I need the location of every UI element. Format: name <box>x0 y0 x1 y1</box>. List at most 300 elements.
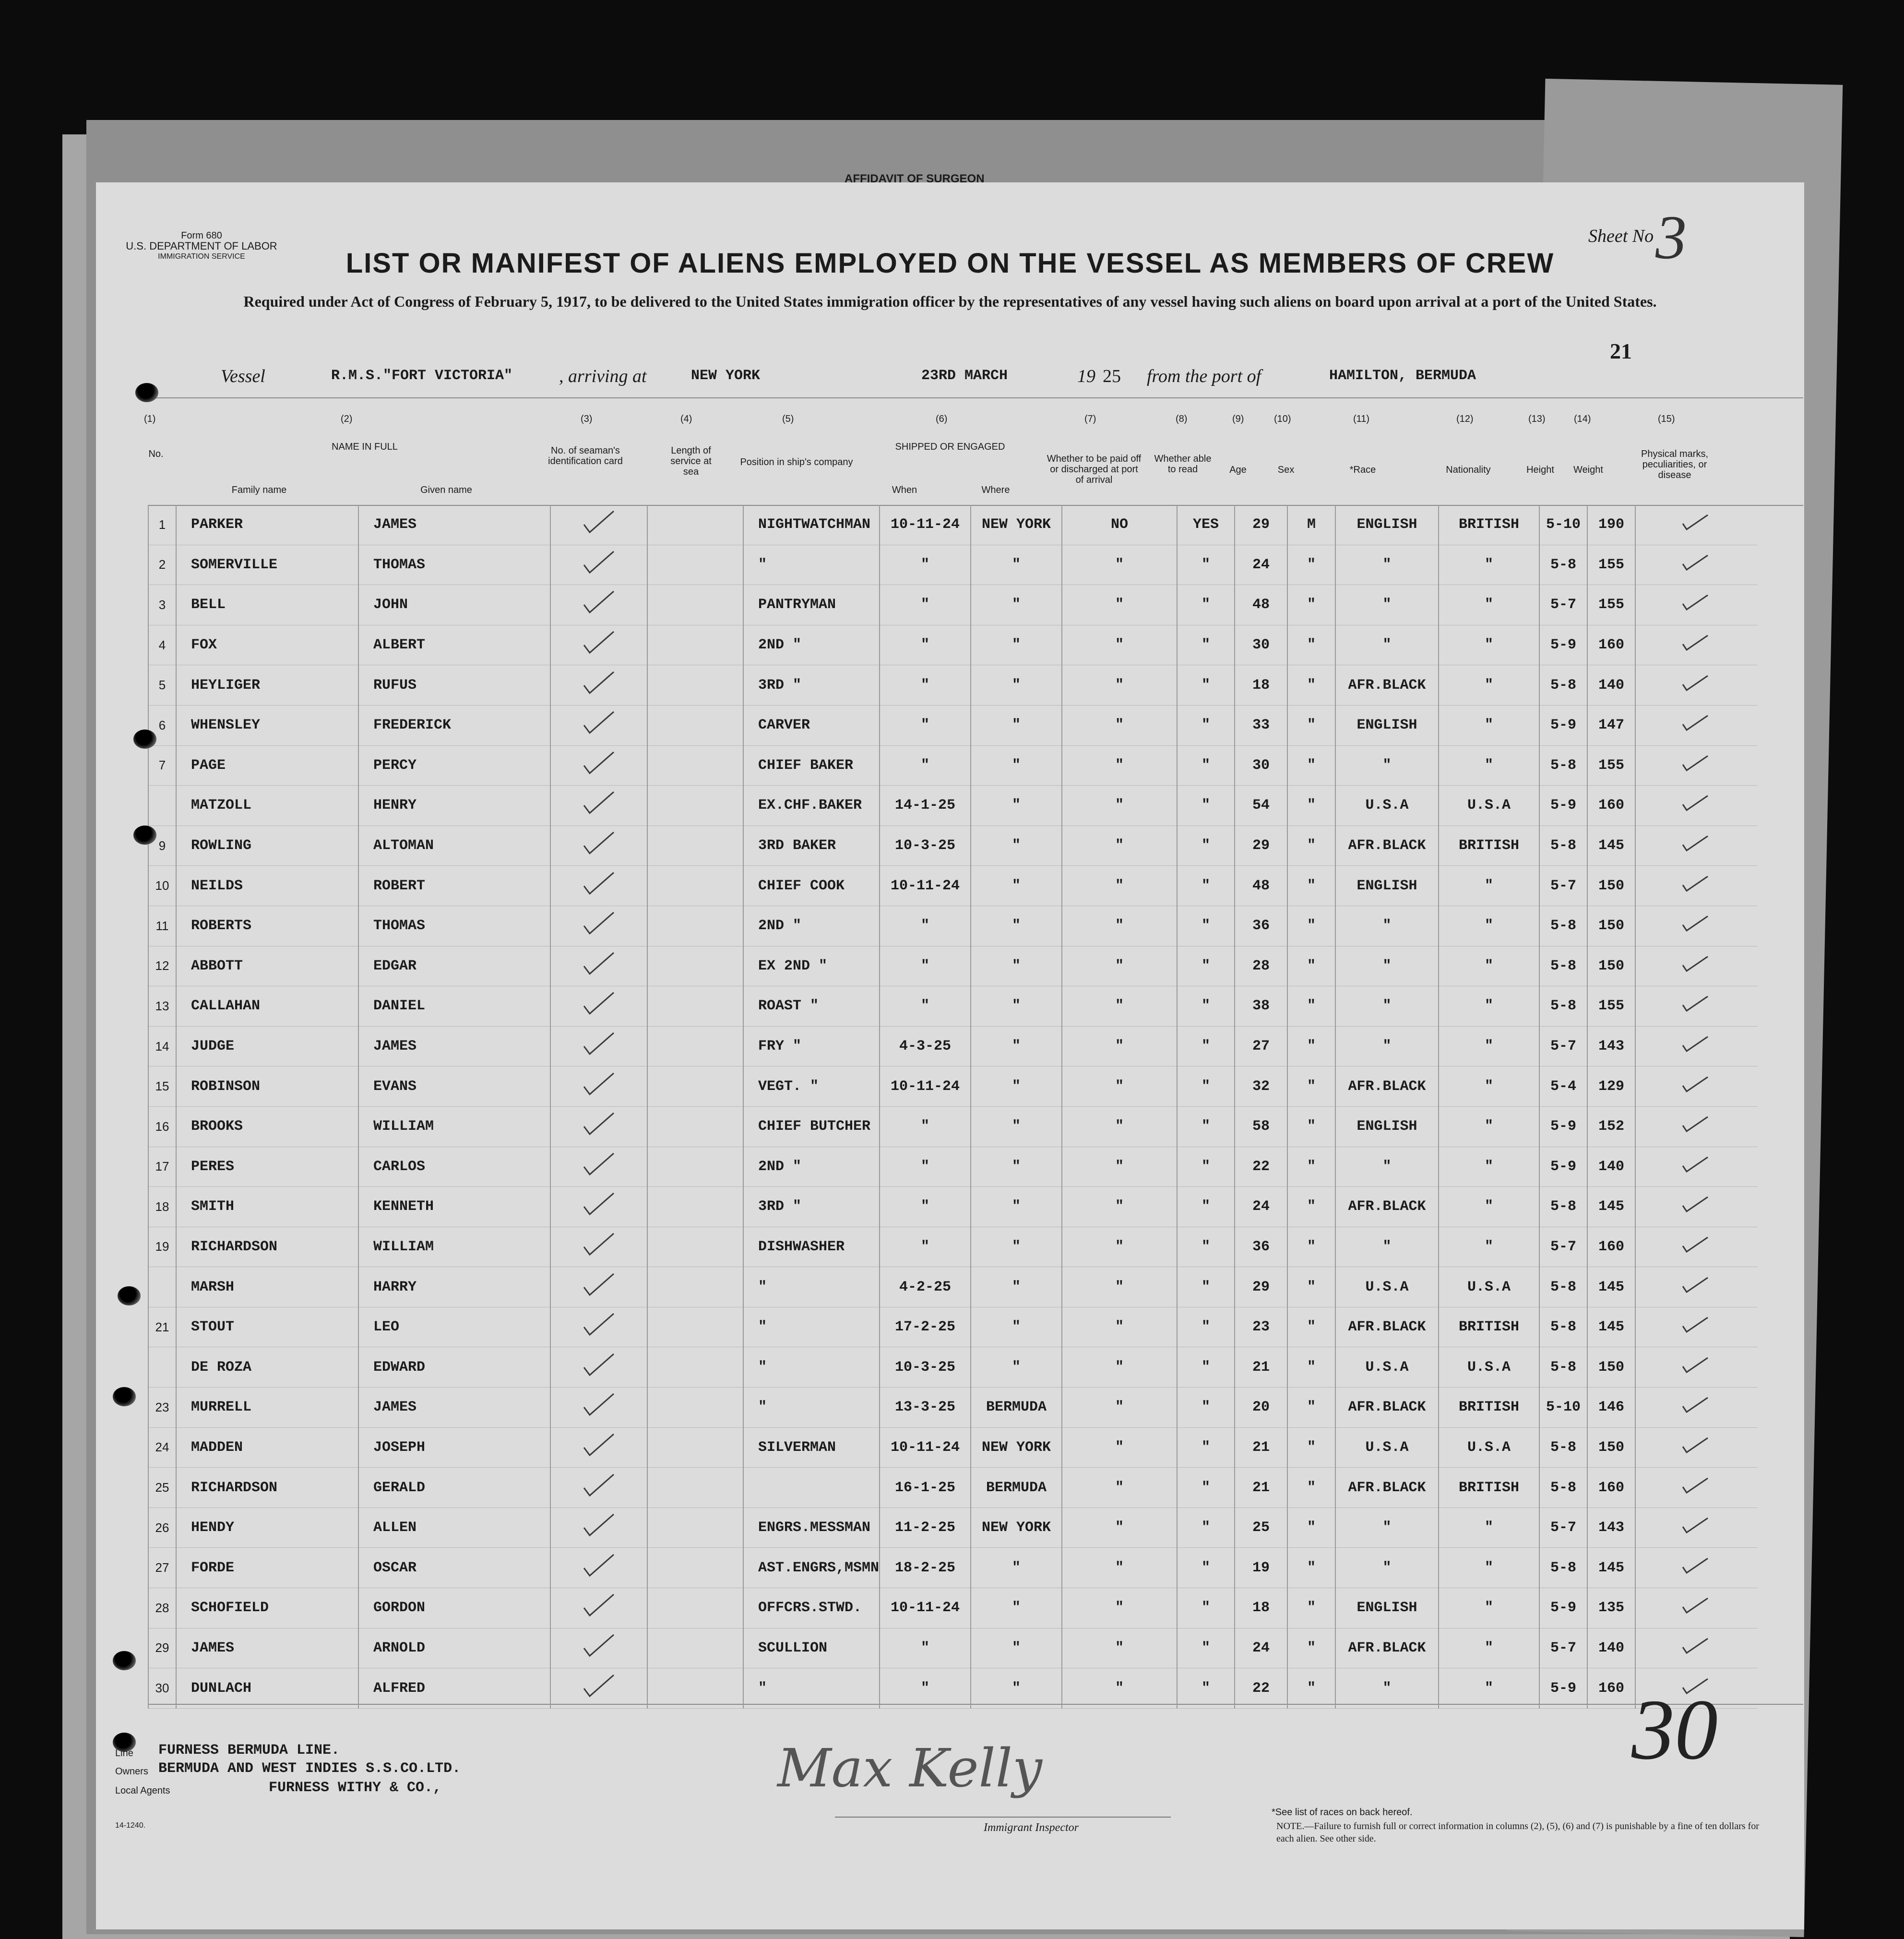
check-mark-icon <box>1680 1593 1714 1617</box>
col-num-13: (13) <box>1528 414 1546 424</box>
check-mark-icon <box>582 631 616 655</box>
table-row <box>148 665 1758 706</box>
position: CHIEF COOK <box>743 866 880 906</box>
check-mark-icon <box>1680 751 1714 775</box>
height: 5-9 <box>1539 1106 1587 1147</box>
id-card-check <box>550 1427 647 1468</box>
nationality: " <box>1439 745 1539 786</box>
length-service <box>647 1347 743 1388</box>
height: 5-4 <box>1539 1066 1587 1107</box>
line-label: Line <box>115 1748 133 1759</box>
paid-off: " <box>1062 1388 1177 1428</box>
check-mark-icon <box>582 1393 616 1417</box>
sex: " <box>1287 1347 1335 1388</box>
check-mark-icon <box>1680 872 1714 896</box>
age: 32 <box>1235 1066 1287 1107</box>
length-service <box>647 1307 743 1347</box>
check-mark-icon <box>582 1032 616 1056</box>
able-to-read: " <box>1177 1388 1235 1428</box>
able-to-read: " <box>1177 1468 1235 1508</box>
row-number: 24 <box>148 1427 176 1468</box>
col-header-no: No. <box>148 449 164 459</box>
id-card-check <box>550 1307 647 1347</box>
shipped-when: " <box>880 946 971 986</box>
id-card-check <box>550 1187 647 1227</box>
position <box>743 1468 880 1508</box>
length-service <box>647 1668 743 1709</box>
check-mark-icon <box>1680 1393 1714 1417</box>
family-name: STOUT <box>176 1307 358 1347</box>
year-value: 25 <box>1103 366 1121 386</box>
col-header-sex: Sex <box>1277 465 1295 475</box>
sex: " <box>1287 665 1335 706</box>
position: CHIEF BUTCHER <box>743 1106 880 1147</box>
age: 27 <box>1235 1026 1287 1066</box>
nationality: BRITISH <box>1439 1388 1539 1428</box>
paid-off: " <box>1062 1147 1177 1187</box>
weight: 146 <box>1587 1388 1635 1428</box>
family-name: SCHOFIELD <box>176 1588 358 1628</box>
check-mark-icon <box>1680 1473 1714 1497</box>
position: ENGRS.MESSMAN <box>743 1508 880 1548</box>
physical-marks <box>1635 1227 1758 1267</box>
weight: 150 <box>1587 1347 1635 1388</box>
weight: 145 <box>1587 1548 1635 1588</box>
age: 36 <box>1235 1227 1287 1267</box>
physical-marks <box>1635 1187 1758 1227</box>
shipped-where: " <box>971 946 1062 986</box>
given-name: CARLOS <box>358 1147 550 1187</box>
nationality: " <box>1439 545 1539 585</box>
physical-marks <box>1635 946 1758 986</box>
physical-marks <box>1635 585 1758 625</box>
paid-off: " <box>1062 1187 1177 1227</box>
age: 21 <box>1235 1427 1287 1468</box>
weight: 140 <box>1587 1628 1635 1668</box>
age: 24 <box>1235 1187 1287 1227</box>
paid-off: " <box>1062 1066 1177 1107</box>
able-to-read: " <box>1177 625 1235 665</box>
id-card-check <box>550 946 647 986</box>
shipped-where: " <box>971 1347 1062 1388</box>
sex: " <box>1287 1307 1335 1347</box>
col-header-when: When <box>892 485 917 495</box>
physical-marks <box>1635 906 1758 946</box>
position: CHIEF BAKER <box>743 745 880 786</box>
form-code: 14-1240. <box>115 1821 146 1830</box>
age: 29 <box>1235 826 1287 866</box>
sex: M <box>1287 505 1335 545</box>
race: AFR.BLACK <box>1335 1628 1439 1668</box>
manifest-page <box>96 172 1804 1929</box>
shipped-where: " <box>971 786 1062 826</box>
physical-marks <box>1635 1548 1758 1588</box>
able-to-read: " <box>1177 665 1235 706</box>
family-name: BELL <box>176 585 358 625</box>
height: 5-10 <box>1539 1388 1587 1428</box>
race: " <box>1335 1026 1439 1066</box>
paid-off: " <box>1062 786 1177 826</box>
check-mark-icon <box>1680 911 1714 935</box>
position: AST.ENGRS,MSMN <box>743 1548 880 1588</box>
height: 5-8 <box>1539 1307 1587 1347</box>
height: 5-9 <box>1539 705 1587 745</box>
family-name: FOX <box>176 625 358 665</box>
given-name: EDWARD <box>358 1347 550 1388</box>
family-name: JAMES <box>176 1628 358 1668</box>
nationality: " <box>1439 986 1539 1027</box>
shipped-when: " <box>880 1628 971 1668</box>
age: 22 <box>1235 1668 1287 1709</box>
col-header-family: Family name <box>231 485 287 495</box>
height: 5-8 <box>1539 545 1587 585</box>
check-mark-icon <box>1680 1634 1714 1658</box>
family-name: ABBOTT <box>176 946 358 986</box>
physical-marks <box>1635 1066 1758 1107</box>
handwritten-total: 30 <box>1631 1682 1718 1777</box>
shipped-where: BERMUDA <box>971 1468 1062 1508</box>
weight: 140 <box>1587 1147 1635 1187</box>
physical-marks <box>1635 705 1758 745</box>
table-row <box>148 1628 1758 1668</box>
sex: " <box>1287 826 1335 866</box>
nationality: " <box>1439 1106 1539 1147</box>
id-card-check <box>550 505 647 545</box>
age: 18 <box>1235 1588 1287 1628</box>
row-number: 13 <box>148 986 176 1027</box>
nationality: " <box>1439 585 1539 625</box>
weight: 145 <box>1587 1187 1635 1227</box>
shipped-when: " <box>880 1668 971 1709</box>
sheet-number: 3 <box>1655 203 1687 272</box>
paid-off: " <box>1062 1267 1177 1307</box>
physical-marks <box>1635 545 1758 585</box>
physical-marks <box>1635 1388 1758 1428</box>
paid-off: " <box>1062 1508 1177 1548</box>
sex: " <box>1287 986 1335 1027</box>
sex: " <box>1287 1267 1335 1307</box>
paid-off: " <box>1062 1427 1177 1468</box>
race: U.S.A <box>1335 786 1439 826</box>
race: " <box>1335 1147 1439 1187</box>
shipped-where: " <box>971 906 1062 946</box>
punch-hole <box>133 826 156 845</box>
position: " <box>743 1668 880 1709</box>
shipped-when: 10-11-24 <box>880 1427 971 1468</box>
able-to-read: " <box>1177 705 1235 745</box>
id-card-check <box>550 1026 647 1066</box>
physical-marks <box>1635 1347 1758 1388</box>
check-mark-icon <box>1680 1112 1714 1136</box>
family-name: SMITH <box>176 1187 358 1227</box>
height: 5-8 <box>1539 986 1587 1027</box>
shipped-where: " <box>971 1668 1062 1709</box>
given-name: FREDERICK <box>358 705 550 745</box>
position: " <box>743 545 880 585</box>
length-service <box>647 1106 743 1147</box>
table-row <box>148 866 1758 906</box>
weight: 145 <box>1587 826 1635 866</box>
race: ENGLISH <box>1335 705 1439 745</box>
shipped-when: " <box>880 1187 971 1227</box>
height: 5-7 <box>1539 1026 1587 1066</box>
able-to-read: " <box>1177 1548 1235 1588</box>
sex: " <box>1287 906 1335 946</box>
shipped-where: " <box>971 625 1062 665</box>
check-mark-icon <box>1680 1513 1714 1537</box>
shipped-when: 10-11-24 <box>880 505 971 545</box>
weight: 155 <box>1587 585 1635 625</box>
height: 5-8 <box>1539 1347 1587 1388</box>
check-mark-icon <box>582 1112 616 1136</box>
position: EX.CHF.BAKER <box>743 786 880 826</box>
id-card-check <box>550 1066 647 1107</box>
age: 21 <box>1235 1347 1287 1388</box>
table-row <box>148 986 1758 1027</box>
position: DISHWASHER <box>743 1227 880 1267</box>
shipped-when: " <box>880 986 971 1027</box>
page-title: LIST OR MANIFEST OF ALIENS EMPLOYED ON THE VESSEL AS MEMBERS OF CREW <box>345 248 1555 279</box>
position: PANTRYMAN <box>743 585 880 625</box>
height: 5-7 <box>1539 1508 1587 1548</box>
row-number: 11 <box>148 906 176 946</box>
sex: " <box>1287 1628 1335 1668</box>
physical-marks <box>1635 745 1758 786</box>
position: SCULLION <box>743 1628 880 1668</box>
length-service <box>647 1147 743 1187</box>
nationality: " <box>1439 1066 1539 1107</box>
race: U.S.A <box>1335 1427 1439 1468</box>
inspector-signature: Max Kelly <box>777 1737 1043 1799</box>
paid-off: " <box>1062 745 1177 786</box>
punch-hole <box>118 1286 141 1305</box>
position: EX 2ND " <box>743 946 880 986</box>
shipped-when: 13-3-25 <box>880 1388 971 1428</box>
row-number: 7 <box>148 745 176 786</box>
id-card-check <box>550 1588 647 1628</box>
physical-marks <box>1635 1026 1758 1066</box>
row-number: 6 <box>148 705 176 745</box>
id-card-check <box>550 866 647 906</box>
col-header-race: *Race <box>1349 465 1376 475</box>
length-service <box>647 545 743 585</box>
check-mark-icon <box>582 1634 616 1658</box>
arrival-date: 23RD MARCH <box>921 368 1008 384</box>
length-service <box>647 1548 743 1588</box>
weight: 150 <box>1587 946 1635 986</box>
paid-off: " <box>1062 906 1177 946</box>
race: U.S.A <box>1335 1267 1439 1307</box>
check-mark-icon <box>1680 831 1714 855</box>
weight: 160 <box>1587 1227 1635 1267</box>
height: 5-7 <box>1539 585 1587 625</box>
paid-off: " <box>1062 1026 1177 1066</box>
shipped-when: 10-11-24 <box>880 866 971 906</box>
family-name: PAGE <box>176 745 358 786</box>
family-name: NEILDS <box>176 866 358 906</box>
height: 5-8 <box>1539 1548 1587 1588</box>
shipped-where: NEW YORK <box>971 1508 1062 1548</box>
id-card-check <box>550 1548 647 1588</box>
shipped-where: " <box>971 1147 1062 1187</box>
age: 58 <box>1235 1106 1287 1147</box>
sex: " <box>1287 786 1335 826</box>
position: 3RD " <box>743 1187 880 1227</box>
given-name: ALTOMAN <box>358 826 550 866</box>
given-name: ARNOLD <box>358 1628 550 1668</box>
physical-marks <box>1635 1106 1758 1147</box>
table-row <box>148 1588 1758 1628</box>
given-name: HENRY <box>358 786 550 826</box>
nationality: " <box>1439 1588 1539 1628</box>
nationality: U.S.A <box>1439 1347 1539 1388</box>
height: 5-7 <box>1539 1227 1587 1267</box>
check-mark-icon <box>1680 510 1714 534</box>
race: ENGLISH <box>1335 1106 1439 1147</box>
check-mark-icon <box>582 751 616 775</box>
sex: " <box>1287 1468 1335 1508</box>
col-header-marks: Physical marks, peculiarities, or disease <box>1641 449 1709 480</box>
sex: " <box>1287 1548 1335 1588</box>
shipped-when: " <box>880 745 971 786</box>
sex: " <box>1287 545 1335 585</box>
shipped-where: " <box>971 745 1062 786</box>
col-header-given: Given name <box>420 485 472 495</box>
check-mark-icon <box>582 551 616 575</box>
weight: 155 <box>1587 745 1635 786</box>
physical-marks <box>1635 505 1758 545</box>
nationality: " <box>1439 665 1539 706</box>
check-mark-icon <box>1680 1072 1714 1096</box>
nationality: BRITISH <box>1439 1468 1539 1508</box>
given-name: ALLEN <box>358 1508 550 1548</box>
nationality: " <box>1439 946 1539 986</box>
row-number: 29 <box>148 1628 176 1668</box>
shipped-where: " <box>971 545 1062 585</box>
shipped-when: " <box>880 1147 971 1187</box>
able-to-read: " <box>1177 826 1235 866</box>
nationality: " <box>1439 705 1539 745</box>
position: OFFCRS.STWD. <box>743 1588 880 1628</box>
shipped-when: 14-1-25 <box>880 786 971 826</box>
sex: " <box>1287 1508 1335 1548</box>
able-to-read: " <box>1177 1628 1235 1668</box>
paid-off: " <box>1062 1307 1177 1347</box>
sex: " <box>1287 1668 1335 1709</box>
race: " <box>1335 1548 1439 1588</box>
header-rule <box>148 397 1803 398</box>
table-row <box>148 545 1758 585</box>
row-number: 15 <box>148 1066 176 1107</box>
row-number: 17 <box>148 1147 176 1187</box>
height: 5-10 <box>1539 505 1587 545</box>
col-header-paid-off: Whether to be paid off or discharged at port of arrival <box>1047 454 1142 485</box>
given-name: JAMES <box>358 505 550 545</box>
table-row <box>148 1307 1758 1347</box>
weight: 143 <box>1587 1508 1635 1548</box>
col-num-12: (12) <box>1456 414 1474 424</box>
check-mark-icon <box>1680 1233 1714 1257</box>
age: 28 <box>1235 946 1287 986</box>
family-name: CALLAHAN <box>176 986 358 1027</box>
paid-off: " <box>1062 826 1177 866</box>
table-row <box>148 826 1758 866</box>
row-number: 14 <box>148 1026 176 1066</box>
check-mark-icon <box>582 510 616 534</box>
check-mark-icon <box>582 831 616 855</box>
row-number <box>148 1267 176 1307</box>
shipped-when: 11-2-25 <box>880 1508 971 1548</box>
weight: 152 <box>1587 1106 1635 1147</box>
id-card-check <box>550 1508 647 1548</box>
shipped-where: " <box>971 1227 1062 1267</box>
id-card-check <box>550 1147 647 1187</box>
given-name: DANIEL <box>358 986 550 1027</box>
shipped-where: " <box>971 1187 1062 1227</box>
physical-marks <box>1635 665 1758 706</box>
id-card-check <box>550 1668 647 1709</box>
weight: 145 <box>1587 1267 1635 1307</box>
paid-off: " <box>1062 1227 1177 1267</box>
shipped-where: NEW YORK <box>971 505 1062 545</box>
races-note: *See list of races on back hereof. <box>1272 1807 1413 1818</box>
check-mark-icon <box>582 1473 616 1497</box>
table-row <box>148 1066 1758 1107</box>
vessel-label: Vessel <box>221 366 265 386</box>
weight: 155 <box>1587 986 1635 1027</box>
shipped-where: " <box>971 1307 1062 1347</box>
form-number: Form 680 <box>181 230 222 241</box>
check-mark-icon <box>582 1192 616 1216</box>
family-name: PARKER <box>176 505 358 545</box>
vessel-name: R.M.S."FORT VICTORIA" <box>331 368 513 384</box>
given-name: EVANS <box>358 1066 550 1107</box>
col-header-length: Length of service at sea <box>670 445 712 477</box>
given-name: HARRY <box>358 1267 550 1307</box>
physical-marks <box>1635 1307 1758 1347</box>
age: 19 <box>1235 1548 1287 1588</box>
col-num-8: (8) <box>1176 414 1188 424</box>
weight: 160 <box>1587 1468 1635 1508</box>
height: 5-8 <box>1539 665 1587 706</box>
shipped-where: BERMUDA <box>971 1388 1062 1428</box>
id-card-check <box>550 1347 647 1388</box>
shipped-when: 10-3-25 <box>880 1347 971 1388</box>
id-card-check <box>550 906 647 946</box>
position: ROAST " <box>743 986 880 1027</box>
family-name: ROBINSON <box>176 1066 358 1107</box>
age: 20 <box>1235 1388 1287 1428</box>
race: ENGLISH <box>1335 1588 1439 1628</box>
length-service <box>647 946 743 986</box>
sex: " <box>1287 1106 1335 1147</box>
check-mark-icon <box>1680 631 1714 655</box>
physical-marks <box>1635 866 1758 906</box>
race: " <box>1335 986 1439 1027</box>
sex: " <box>1287 1227 1335 1267</box>
nationality: BRITISH <box>1439 1307 1539 1347</box>
position: CARVER <box>743 705 880 745</box>
shipped-when: 16-1-25 <box>880 1468 971 1508</box>
shipped-where: NEW YORK <box>971 1427 1062 1468</box>
length-service <box>647 585 743 625</box>
given-name: LEO <box>358 1307 550 1347</box>
arriving-port: NEW YORK <box>691 368 761 384</box>
row-number: 25 <box>148 1468 176 1508</box>
position: FRY " <box>743 1026 880 1066</box>
age: 48 <box>1235 866 1287 906</box>
family-name: MURRELL <box>176 1388 358 1428</box>
